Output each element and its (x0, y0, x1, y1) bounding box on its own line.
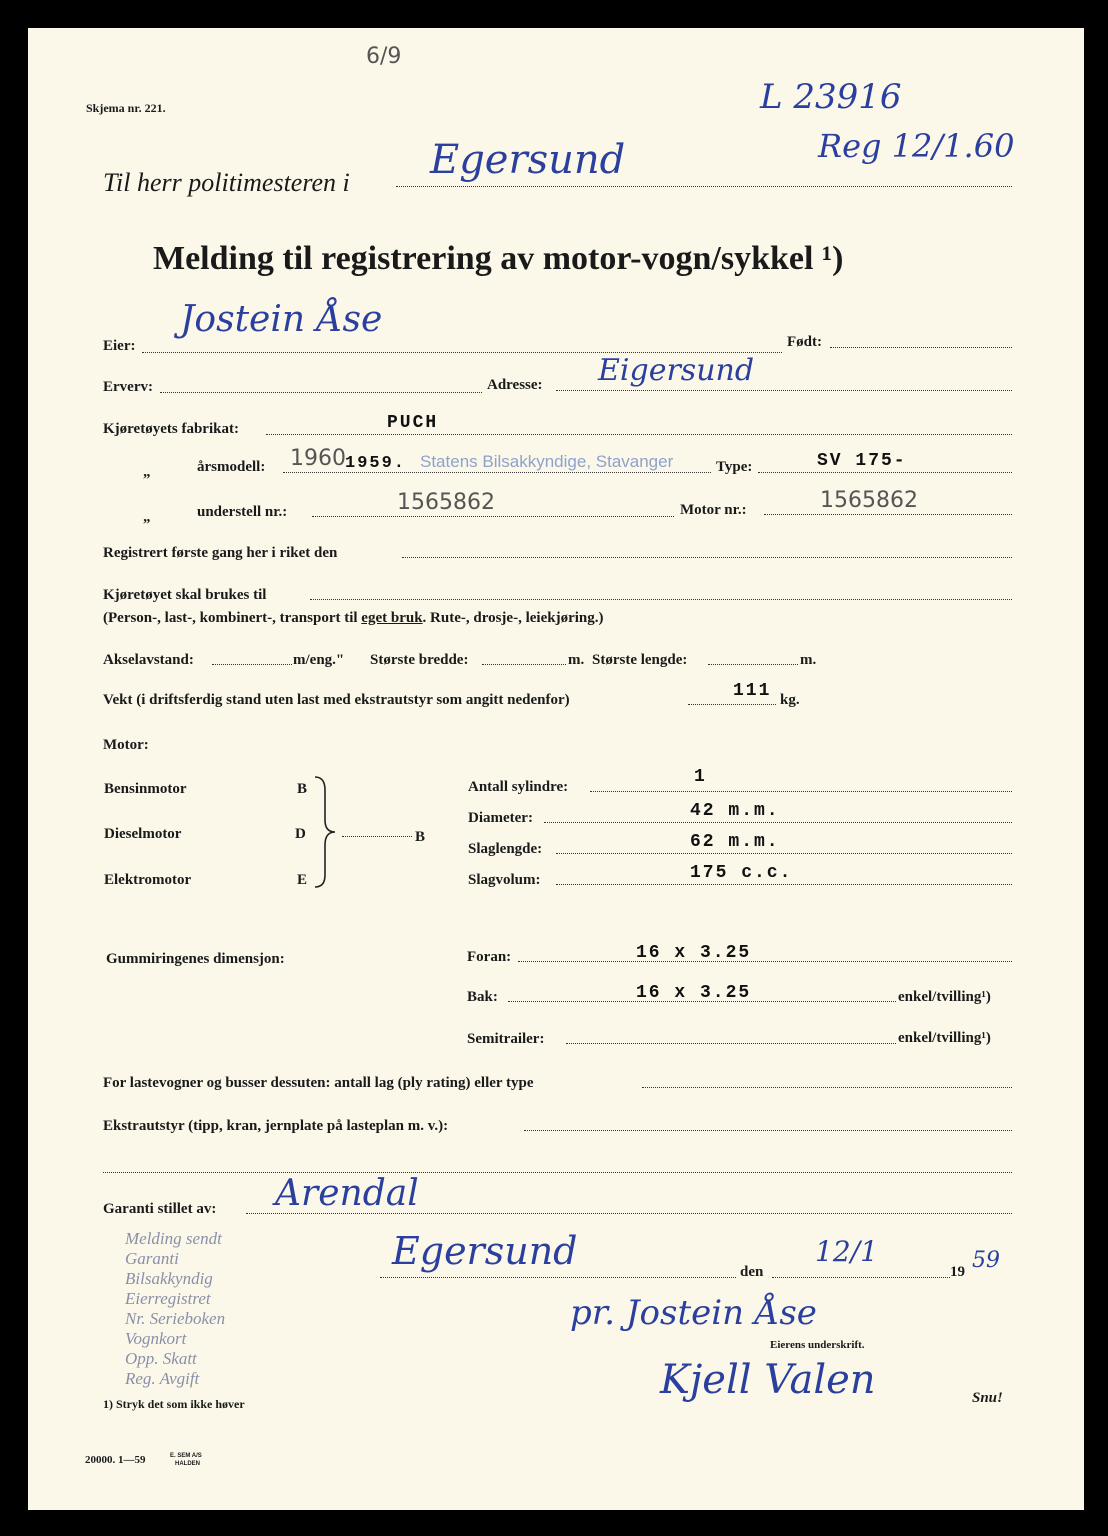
erverv-label: Erverv: (103, 379, 153, 395)
form-number: Skjema nr. 221. (86, 101, 166, 115)
spec-label: Antall sylindre: (468, 779, 569, 795)
arsmodell-label: årsmodell: (197, 459, 266, 475)
footer-printer: E. SEM A/S (170, 1453, 202, 1459)
brukes-options: (Person-, last-, kombinert-, transport til eget bruk. Rute-, drosje-, leiekjøring.) (103, 610, 604, 626)
footer-printer-city: HALDEN (175, 1461, 200, 1467)
fabrikat-label: Kjøretøyets fabrikat: (103, 421, 239, 437)
garanti-label: Garanti stillet av: (103, 1201, 217, 1217)
tyres-heading: Gummiringenes dimensjon: (106, 951, 285, 967)
semi-label: Semitrailer: (467, 1031, 545, 1047)
arsmodell-typed: 1959. (345, 454, 407, 473)
understell-value: 1565862 (397, 490, 495, 515)
arsmodell-pencil: 1960 (290, 446, 346, 471)
motor-nr-label: Motor nr.: (680, 502, 747, 518)
lengde-unit: m. (800, 652, 817, 668)
vekt-unit: kg. (780, 692, 800, 708)
spec-value: 1 (694, 767, 707, 787)
type-value: SV 175- (817, 451, 907, 471)
motor-type: Dieselmotor (104, 826, 182, 842)
owner-signature: pr. Jostein Åse (570, 1293, 817, 1333)
motor-heading: Motor: (103, 737, 149, 753)
footer-print-info: 20000. 1—59 (85, 1454, 146, 1466)
ditto-mark: „ (143, 509, 151, 525)
motor-type: Elektromotor (104, 872, 192, 888)
spec-value: 42 m.m. (690, 801, 780, 821)
semi-enkel-tvilling: enkel/tvilling¹) (898, 1030, 991, 1046)
brukes-label: Kjøretøyet skal brukes til (103, 587, 267, 603)
fodt-label: Født: (787, 334, 822, 350)
inspector-stamp: Statens Bilsakkyndige, Stavanger (420, 452, 674, 471)
adresse-label: Adresse: (487, 377, 543, 393)
motor-nr-value: 1565862 (820, 488, 918, 513)
vekt-value: 111 (733, 681, 772, 701)
bak-enkel-tvilling: enkel/tvilling¹) (898, 989, 991, 1005)
spec-label: Slaglengde: (468, 841, 543, 857)
garanti-value: Arendal (275, 1173, 419, 1214)
motor-code: E (297, 872, 308, 888)
den-label: den (740, 1264, 764, 1280)
spec-value: 62 m.m. (690, 832, 780, 852)
snu-label: Snu! (972, 1390, 1003, 1406)
ref-handwritten: L 23916 (760, 77, 902, 117)
officer-signature: Kjell Valen (660, 1357, 876, 1403)
spec-label: Diameter: (468, 810, 533, 826)
date-value: 12/1 (815, 1235, 878, 1268)
bredde-label: Største bredde: (370, 652, 469, 668)
bak-value: 16 x 3.25 (636, 983, 752, 1003)
foran-value: 16 x 3.25 (636, 943, 752, 963)
footnote: 1) Stryk det som ikke høver (103, 1397, 245, 1411)
reg-handwritten: Reg 12/1.60 (818, 127, 1015, 165)
spec-value: 175 c.c. (690, 863, 793, 883)
bak-label: Bak: (467, 989, 498, 1005)
aksel-unit: m/eng." (293, 652, 345, 668)
lengde-label: Største lengde: (592, 652, 688, 668)
motor-selected: B (415, 829, 426, 845)
addressee-value: Egersund (430, 137, 626, 183)
fabrikat-value: PUCH (387, 413, 439, 433)
foran-label: Foran: (467, 949, 512, 965)
year-prefix: 19 (950, 1264, 965, 1280)
bredde-unit: m. (568, 652, 585, 668)
owner-signature-label: Eierens underskrift. (770, 1339, 865, 1351)
place-value: Egersund (392, 1229, 578, 1273)
understell-label: understell nr.: (197, 504, 288, 520)
eier-value: Jostein Åse (180, 299, 383, 340)
motor-code: D (295, 826, 306, 842)
motor-code: B (297, 781, 308, 797)
ekstrautstyr-label: Ekstrautstyr (tipp, kran, jernplate på lasteplan m. v.): (103, 1118, 449, 1134)
spec-label: Slagvolum: (468, 872, 541, 888)
eier-label: Eier: (103, 338, 136, 354)
motor-type: Bensinmotor (104, 781, 187, 797)
adresse-value: Eigersund (598, 353, 755, 388)
page-note: 6/9 (366, 44, 402, 69)
year-value: 59 (972, 1248, 1000, 1273)
vekt-label: Vekt (i driftsferdig stand uten last med ekstrautstyr som angitt nedenfor) (103, 692, 570, 708)
addressee-label: Til herr politimesteren i (103, 168, 350, 197)
lastevogner-label: For lastevogner og busser dessuten: antall lag (ply rating) eller type (103, 1075, 534, 1091)
brace-icon (310, 775, 340, 890)
registrert-label: Registrert første gang her i riket den (103, 545, 338, 561)
form-title: Melding til registrering av motor-vogn/sykkel ¹) (153, 240, 844, 277)
aksel-label: Akselavstand: (103, 652, 194, 668)
ditto-mark: „ (143, 464, 151, 480)
type-label: Type: (716, 459, 753, 475)
